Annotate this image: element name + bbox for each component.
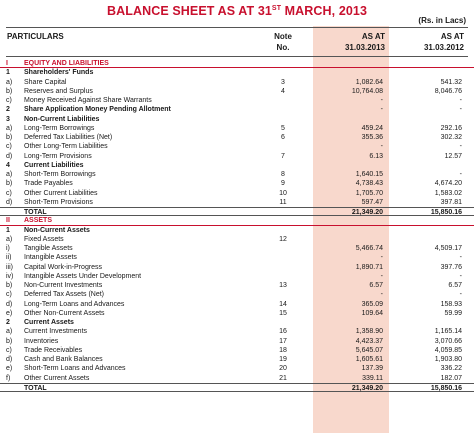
- row-note: 8: [281, 171, 285, 178]
- table-row: [0, 337, 474, 346]
- header-col-2012-line1: AS AT: [440, 32, 464, 41]
- row-index: f): [6, 374, 11, 382]
- row-value-2013: 339.11: [313, 374, 383, 384]
- table-row: [0, 374, 474, 383]
- header-bottom-rule: [6, 56, 468, 57]
- table-row: [0, 179, 474, 188]
- row-value-2013: -: [380, 291, 383, 299]
- row-value-2013: 1,082.64: [355, 78, 383, 86]
- table-row: [0, 300, 474, 309]
- row-label: Deferred Tax Liabilities (Net): [24, 134, 113, 141]
- row-label: Current Assets: [24, 319, 74, 326]
- title-text-end: MARCH, 2013: [281, 4, 368, 18]
- row-value-2012: 6.57: [448, 282, 462, 289]
- row-value-2013: 355.36: [361, 134, 383, 141]
- row-label: Non-Current Liabilities: [24, 115, 100, 123]
- table-row: [0, 263, 474, 272]
- row-label: Other Long-Term Liabilities: [24, 143, 108, 151]
- row-value-2012: 15,850.16: [430, 384, 462, 392]
- row-value-2012: 336.22: [440, 365, 462, 373]
- row-index: 1: [6, 226, 10, 234]
- row-value-2013: -: [380, 254, 383, 262]
- row-label: Other Current Assets: [24, 374, 90, 382]
- table-row: [0, 105, 474, 114]
- row-value-2013: 6.13: [369, 152, 383, 160]
- row-label: Share Capital: [24, 78, 67, 86]
- row-value-2012: 292.16: [440, 124, 462, 132]
- table-row: [0, 124, 474, 133]
- row-value-2012: 4,509.17: [434, 245, 462, 252]
- row-index: a): [6, 78, 13, 86]
- row-value-2012: -: [459, 291, 462, 299]
- row-value-2012: 1,165.14: [434, 328, 462, 336]
- row-value-2012: -: [459, 97, 462, 104]
- row-index: ii): [6, 254, 12, 262]
- row-value-2012: 12.57: [444, 152, 462, 160]
- row-index: c): [6, 97, 12, 104]
- table-row: [0, 142, 474, 151]
- row-value-2013: 597.47: [313, 198, 383, 208]
- table-row: [0, 281, 474, 290]
- table-row: [0, 216, 474, 225]
- unit-note: (Rs. in Lacs): [418, 16, 466, 25]
- row-value-2013: -: [380, 106, 383, 114]
- row-value-2013: 1,358.90: [355, 328, 383, 336]
- row-label: Capital Work-in-Progress: [24, 263, 103, 271]
- row-note: 9: [281, 180, 285, 188]
- table-row: [0, 346, 474, 355]
- row-note: 4: [281, 87, 285, 95]
- table-row: [0, 152, 474, 161]
- table-row: [0, 68, 474, 77]
- total-row: [0, 207, 474, 216]
- row-value-2013: 21,349.20: [351, 384, 383, 392]
- row-index: c): [6, 346, 12, 354]
- row-value-2013: 21,349.20: [351, 209, 383, 216]
- table-row: [0, 226, 474, 235]
- balance-sheet-table: [0, 59, 474, 392]
- row-value-2012: 4,059.85: [434, 346, 462, 354]
- row-value-2012: 59.99: [444, 309, 462, 317]
- total-row: [0, 383, 474, 392]
- row-index: i): [6, 245, 10, 252]
- row-value-2013: 1,640.15: [355, 171, 383, 178]
- row-index: a): [6, 124, 13, 132]
- row-value-2013: 1,705.70: [355, 189, 383, 197]
- row-value-2012: -: [459, 272, 462, 280]
- row-index: c): [6, 143, 12, 151]
- row-note: 11: [279, 198, 287, 206]
- row-index: b): [6, 134, 13, 141]
- row-label: Reserves and Surplus: [24, 87, 93, 95]
- table-row: [0, 170, 474, 179]
- row-index: 1: [6, 69, 10, 77]
- row-value-2012: 3,070.66: [434, 337, 462, 345]
- row-index: 4: [6, 161, 10, 169]
- title-superscript: ST: [271, 5, 282, 12]
- header-note-line1: Note: [274, 32, 292, 41]
- row-value-2012: 8,046.76: [434, 87, 462, 95]
- row-index: a): [6, 235, 13, 243]
- row-index: b): [6, 180, 13, 188]
- row-label: Shareholders' Funds: [24, 69, 94, 77]
- table-row: [0, 78, 474, 87]
- row-index: b): [6, 87, 13, 95]
- row-index: 2: [6, 106, 10, 114]
- table-row: [0, 244, 474, 253]
- row-value-2013: 365.09: [361, 300, 383, 308]
- row-label: Non-Current Assets: [24, 226, 90, 234]
- row-label: Fixed Assets: [24, 235, 64, 243]
- header-col-2013-line1: AS AT: [361, 32, 385, 41]
- table-row: [0, 161, 474, 170]
- table-row: [0, 235, 474, 244]
- table-row: [0, 115, 474, 124]
- row-index: I: [6, 60, 8, 67]
- row-index: iv): [6, 272, 14, 280]
- row-label: Intangible Assets: [24, 254, 77, 262]
- row-index: c): [6, 291, 12, 299]
- row-label: Current Investments: [24, 328, 88, 336]
- header-col-2013: [313, 31, 385, 53]
- row-index: II: [6, 217, 10, 225]
- header-particulars: PARTICULARS: [7, 32, 64, 41]
- table-row: [0, 189, 474, 198]
- table-row: [0, 59, 474, 68]
- row-value-2012: 158.93: [440, 300, 462, 308]
- row-label: Current Liabilities: [24, 161, 84, 169]
- table-row: [0, 327, 474, 336]
- row-value-2012: -: [459, 106, 462, 114]
- row-index: 2: [6, 319, 10, 326]
- row-value-2013: 1,890.71: [355, 263, 383, 271]
- page-title: [0, 0, 474, 18]
- row-label: Intangible Assets Under Development: [24, 272, 142, 280]
- table-row: [0, 364, 474, 373]
- row-value-2012: -: [459, 143, 462, 151]
- row-value-2013: 10,764.08: [351, 87, 383, 95]
- table-row: [0, 96, 474, 105]
- header-note-number: [268, 31, 298, 53]
- row-value-2013: 5,645.07: [355, 346, 383, 354]
- row-label: Inventories: [24, 337, 59, 345]
- row-value-2013: 109.64: [361, 309, 383, 317]
- row-note: 17: [279, 337, 287, 345]
- row-label: ASSETS: [24, 217, 53, 225]
- row-label: Other Non-Current Assets: [24, 309, 105, 317]
- row-value-2012: 1,903.80: [434, 356, 462, 363]
- row-label: Trade Receivables: [24, 346, 83, 354]
- row-label: Non-Current Investments: [24, 282, 103, 289]
- row-value-2012: 4,674.20: [434, 180, 462, 188]
- row-label: TOTAL: [24, 384, 47, 392]
- table-row: [0, 309, 474, 318]
- row-label: Share Application Money Pending Allotment: [24, 106, 171, 114]
- row-label: Short-Term Provisions: [24, 198, 93, 206]
- row-index: b): [6, 282, 13, 289]
- table-row: [0, 272, 474, 281]
- row-value-2012: -: [459, 254, 462, 262]
- row-label: EQUITY AND LIABILITIES: [24, 60, 109, 67]
- row-value-2013: 137.39: [361, 365, 383, 373]
- row-value-2013: -: [380, 272, 383, 280]
- title-text: BALANCE SHEET AS AT 31: [106, 4, 272, 18]
- row-index: iii): [6, 263, 13, 271]
- row-value-2013: 5,466.74: [355, 245, 383, 252]
- row-label: Trade Payables: [24, 180, 73, 188]
- row-index: d): [6, 356, 13, 363]
- row-label: Long-Term Provisions: [24, 152, 92, 160]
- row-index: d): [6, 300, 13, 308]
- table-row: [0, 355, 474, 364]
- row-label: Money Received Against Share Warrants: [24, 97, 152, 104]
- row-label: Other Current Liabilities: [24, 189, 98, 197]
- row-note: 14: [279, 300, 287, 308]
- header-col-2012-line2: 31.03.2012: [423, 43, 464, 52]
- row-value-2013: 1,605.61: [355, 356, 383, 363]
- row-index: c): [6, 189, 12, 197]
- row-value-2013: 6.57: [369, 282, 383, 289]
- row-label: Deferred Tax Assets (Net): [24, 291, 105, 299]
- header-col-2013-line2: 31.03.2013: [344, 43, 385, 52]
- table-row: [0, 87, 474, 96]
- row-index: d): [6, 198, 13, 206]
- row-value-2013: -: [380, 143, 383, 151]
- row-index: 3: [6, 115, 10, 123]
- row-label: Short-Term Loans and Advances: [24, 365, 126, 373]
- row-note: 10: [279, 189, 287, 197]
- row-value-2012: 15,850.16: [430, 209, 462, 216]
- header-note-line2: No.: [276, 43, 290, 52]
- table-row: [0, 290, 474, 299]
- row-note: 12: [279, 235, 287, 243]
- row-note: 20: [279, 365, 287, 373]
- row-value-2013: -: [380, 97, 383, 104]
- row-value-2013: 459.24: [361, 124, 383, 132]
- row-value-2012: 1,583.02: [434, 189, 462, 197]
- row-value-2012: 182.07: [392, 374, 462, 384]
- header-col-2012: [392, 31, 464, 53]
- row-index: a): [6, 171, 13, 178]
- row-label: Long-Term Borrowings: [24, 124, 95, 132]
- row-value-2012: 397.81: [392, 198, 462, 208]
- row-index: e): [6, 365, 13, 373]
- row-value-2012: -: [459, 171, 462, 178]
- row-note: 13: [279, 282, 287, 289]
- row-label: TOTAL: [24, 209, 47, 216]
- row-index: e): [6, 309, 13, 317]
- row-value-2013: 4,423.37: [355, 337, 383, 345]
- row-note: 5: [281, 124, 285, 132]
- row-index: a): [6, 328, 13, 336]
- row-note: 18: [279, 346, 287, 354]
- row-note: 3: [281, 78, 285, 86]
- row-value-2012: 541.32: [440, 78, 462, 86]
- row-index: d): [6, 152, 13, 160]
- row-label: Long-Term Loans and Advances: [24, 300, 125, 308]
- row-value-2012: 302.32: [440, 134, 462, 141]
- table-row: [0, 253, 474, 262]
- row-note: 7: [281, 152, 285, 160]
- table-row: [0, 133, 474, 142]
- row-note: 16: [279, 328, 287, 336]
- row-value-2013: 4,738.43: [355, 180, 383, 188]
- table-row: [0, 198, 474, 207]
- row-note: 21: [279, 374, 287, 382]
- row-note: 15: [279, 309, 287, 317]
- header-top-rule: [6, 27, 468, 28]
- row-note: 6: [281, 134, 285, 141]
- row-label: Tangible Assets: [24, 245, 73, 252]
- row-note: 19: [279, 356, 287, 363]
- row-index: b): [6, 337, 13, 345]
- table-row: [0, 318, 474, 327]
- row-value-2012: 397.76: [440, 263, 462, 271]
- row-label: Short-Term Borrowings: [24, 171, 96, 178]
- row-label: Cash and Bank Balances: [24, 356, 103, 363]
